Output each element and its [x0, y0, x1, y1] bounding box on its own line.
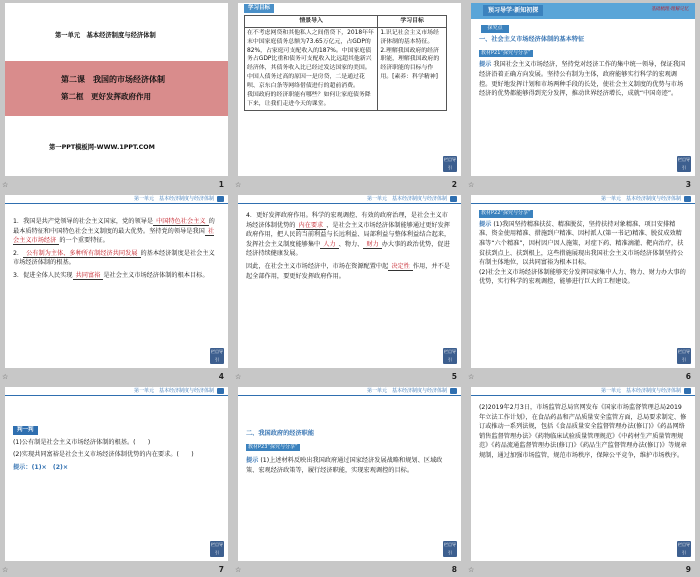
content [479, 403, 687, 461]
title-band [5, 61, 228, 116]
text: 作用，并不是起全部作用，要更好发挥政府作用。 [246, 263, 450, 280]
section-title: 第二框 更好发挥政府作用 [61, 92, 151, 101]
header-label: 预习导学·新知初探 [483, 5, 543, 16]
tip-label: 提示 [246, 457, 259, 465]
nav-button[interactable]: 栏目导引 [444, 349, 456, 362]
slide-header: 第一单元 基本经济制度与经济体制 [600, 196, 681, 202]
text: ，是社会主义市场经济体制能够通过更好发挥政府作用，把人民的当前利益与长远利益、局部利益与整体利益结合起来，发挥社会主义制度能够集中 [246, 221, 451, 248]
nav-button[interactable]: 栏目导引 [678, 157, 690, 170]
blank-4: 决定性 [388, 263, 413, 271]
slide-number: 6 [685, 372, 691, 381]
slide-thumb-1[interactable] [0, 0, 233, 192]
star-icon[interactable]: ☆ [235, 566, 242, 574]
blank-1: 内在要求 [296, 222, 327, 230]
blank-3: 财力 [363, 241, 381, 249]
text: 的基本经济制度是社会主义市场经济体制的根基。 [13, 249, 215, 267]
intro-table [244, 15, 447, 111]
section-heading: 二、我国政府的经济职能 [246, 430, 315, 437]
goal-1: 1.识记社会主义市场经济体制的基本特征。 [380, 29, 439, 45]
goal-2: 2.理解我国政府的经济职能，理解我国政府的经济职能的目标与作用。[素养：科学精神] [380, 47, 440, 81]
content [13, 425, 220, 472]
star-icon[interactable]: ☆ [468, 566, 475, 574]
slide-thumb-7[interactable] [0, 384, 233, 577]
intro-paragraph: 在不考虑网贷和其他私人之间借贷下，2018年年末中国家庭债务总额为73.65万亿元，占GDP的82%，占家庭可支配收入的187%。中国家庭债务占GDP比重和债务可支配收入比远超其他新兴经济体，其债务收入比已经过发达国家的美国。中国人债务过高的原因一是房贷，二是通过花呗、京东白条等网络借债进行的超前消费。 [247, 29, 374, 90]
body-text: (2)2019年2月3日，市场监管总局官网发布《国家市场监督管理总局2019年立法工作计划》，在食品药品和产品质量安全监管方面，总局要求制定、修订或推动一系列法规，包括《食品质量安全监督管理办法(修订)》《药品网络销售监督管理办法》《药物临床试验质量管理规范》《中药材生产质量管理规范》《药品流通监督管理办法(修订)》《药品生产监督管理办法(修订)》等规章规制，通过加强市场监管，规范市场秩序，保障公平竞争，维护市场秩序。 [479, 404, 687, 460]
slide-thumb-2[interactable] [233, 0, 466, 192]
content [246, 429, 453, 476]
blank-2: 人力 [320, 241, 338, 249]
text: 因此，在社会主义市场经济中，市场在资源配置中起 [246, 263, 389, 271]
slide-number: 1 [218, 180, 224, 189]
text: 2． [13, 249, 24, 257]
blank-1: 中国特色社会主义 [153, 218, 209, 226]
slide-number: 5 [451, 372, 457, 381]
tip-text-2: (2)社会主义市场经济体制能够充分发挥国家集中人力、物力、财力办大事的优势，实行科学的宏观调控，能够进行巨大的工程建设。 [479, 268, 686, 286]
star-icon[interactable]: ☆ [468, 373, 475, 381]
book-icon [450, 388, 457, 394]
slide-header: 第一单元 基本经济制度与经济体制 [366, 196, 447, 202]
question-badge: 教材P21“探究与分享” [481, 49, 531, 56]
content [246, 211, 453, 281]
answer-label: 提示： [13, 463, 32, 471]
tip-label: 提示 [479, 61, 492, 69]
text: 是社会主义市场经济体制的根本目标。 [103, 272, 209, 280]
text: 的最本质特征和中国特色社会主义制度的最大优势。坚持党的领导是我国 [13, 218, 215, 235]
slide-thumb-3[interactable] [466, 0, 700, 192]
book-icon [450, 196, 457, 202]
book-icon [217, 388, 224, 394]
slide-thumb-9[interactable] [466, 384, 700, 577]
text: 3．促进全体人民实现 [13, 272, 73, 280]
nav-button[interactable]: 栏目导引 [444, 157, 456, 170]
star-icon[interactable]: ☆ [2, 566, 9, 574]
nav-button[interactable]: 栏目导引 [211, 542, 223, 555]
topic-bar: 探究点 [481, 25, 509, 33]
slide-thumb-4[interactable] [0, 192, 233, 384]
star-icon[interactable]: ☆ [2, 373, 9, 381]
slide-header: 第一单元 基本经济制度与经济体制 [133, 388, 214, 394]
slide-thumb-6[interactable] [466, 192, 700, 384]
tip-text: 我国社会主义市场经济，坚持党对经济工作的集中统一领导，保证我国经济沿着正确方向发展。坚持公有制为主体，政府能够实行科学的宏观调控。更好地发挥计划和市场两种手段的长处，使社会主义制度的优势与市场经济的优势都能够得到充分发挥，推动世界经济增长，成就“中国奇迹”。 [479, 61, 686, 98]
tip-text-1: (1)我国坚持精准扶贫、精准脱贫，坚持扶持对象精准、项目安排精准、资金使用精准、措施到户精准、因村派人(第一书记)精准、脱贫成效精准等“六个精准”，因村因户因人施策，对症下药、精准滴灌、靶向治疗，扶贫扶到点上、扶到根上，这些措施展现出我国社会主义市场经济体制坚持公有制主体地位，以共同富裕为根本目标。 [479, 220, 684, 267]
slide-number: 4 [218, 372, 224, 381]
text: 1．我国是共产党领导的社会主义国家，党的领导是 [13, 218, 154, 225]
text: 、物力、 [338, 240, 364, 248]
tip-text: (1)上述材料反映出我国政府通过国家经济发展战略和规划、区域政策、宏观经济政策等，履行经济职能，实现宏观调控的目标。 [246, 457, 443, 474]
blank-3: 公有制为主体、多种所有制经济共同发展 [23, 250, 140, 258]
nav-button[interactable]: 栏目导引 [678, 349, 690, 362]
text: 4．更好发挥政府作用。科学的宏观调控、有效的政府治理，是社会主义市场经济体制优势的 [246, 212, 448, 229]
slide-thumb-5[interactable] [233, 192, 466, 384]
question-badge: 教材P22“探究与分享” [481, 210, 531, 216]
judge-2: (2)实现共同富裕是社会主义市场经济体制优势的内在要求。( ) [13, 451, 194, 459]
slide-header [471, 3, 695, 19]
slide-number: 2 [451, 180, 457, 189]
text: 的一个重要特征。 [59, 237, 109, 245]
header-right: 基础梳理·理解记忆 [651, 7, 689, 12]
content [479, 35, 687, 99]
intro-text [245, 27, 378, 110]
lesson-title: 第二课 我国的市场经济体制 [61, 75, 165, 84]
site-label: 第一PPT模板网-WWW.1PPT.COM [49, 144, 155, 151]
slide-number: 8 [451, 565, 457, 574]
slide-number: 3 [685, 180, 691, 189]
judge-tag: 判一判 [13, 426, 38, 435]
unit-title: 第一单元 基本经济制度与经济体制 [55, 32, 156, 39]
col1-header: 情景导入 [245, 16, 378, 28]
book-icon [217, 196, 224, 202]
star-icon[interactable]: ☆ [235, 181, 242, 189]
slide-thumb-8[interactable] [233, 384, 466, 577]
question-badge: 教材P23“探究与分享” [248, 443, 298, 450]
star-icon[interactable]: ☆ [2, 181, 9, 189]
star-icon[interactable]: ☆ [468, 181, 475, 189]
nav-button[interactable]: 栏目导引 [444, 542, 456, 555]
text: 办大事的政治优势，促进经济持续健康发展。 [246, 240, 450, 258]
blank-4: 共同富裕 [73, 272, 104, 280]
intro-question: 我国政府的经济职能有哪些？如何让家庭债务降下来，让我们走进今天的课堂。 [247, 91, 371, 107]
judge-1: (1)公有制是社会主义市场经济体制的根基。( ) [13, 438, 151, 446]
nav-button[interactable]: 栏目导引 [678, 542, 690, 555]
tip-label: 提示 [479, 220, 492, 228]
content [13, 217, 220, 281]
section-tag: 学习目标 [244, 4, 274, 13]
answer-text: (1)× (2)× [31, 463, 69, 471]
slide-number: 9 [685, 565, 691, 574]
book-icon [684, 388, 691, 394]
goals-text [378, 27, 447, 110]
slide-header: 第一单元 基本经济制度与经济体制 [133, 196, 214, 202]
star-icon[interactable]: ☆ [235, 373, 242, 381]
section-heading: 一、社会主义市场经济体制的基本特征 [479, 36, 585, 43]
blank-2: 社会主义市场经济 [13, 227, 214, 245]
slide-number: 7 [218, 565, 224, 574]
col2-header: 学习目标 [378, 16, 447, 28]
slide-header: 第一单元 基本经济制度与经济体制 [366, 388, 447, 394]
content [479, 208, 687, 287]
book-icon [684, 196, 691, 202]
slide-header: 第一单元 基本经济制度与经济体制 [600, 388, 681, 394]
nav-button[interactable]: 栏目导引 [211, 349, 223, 362]
